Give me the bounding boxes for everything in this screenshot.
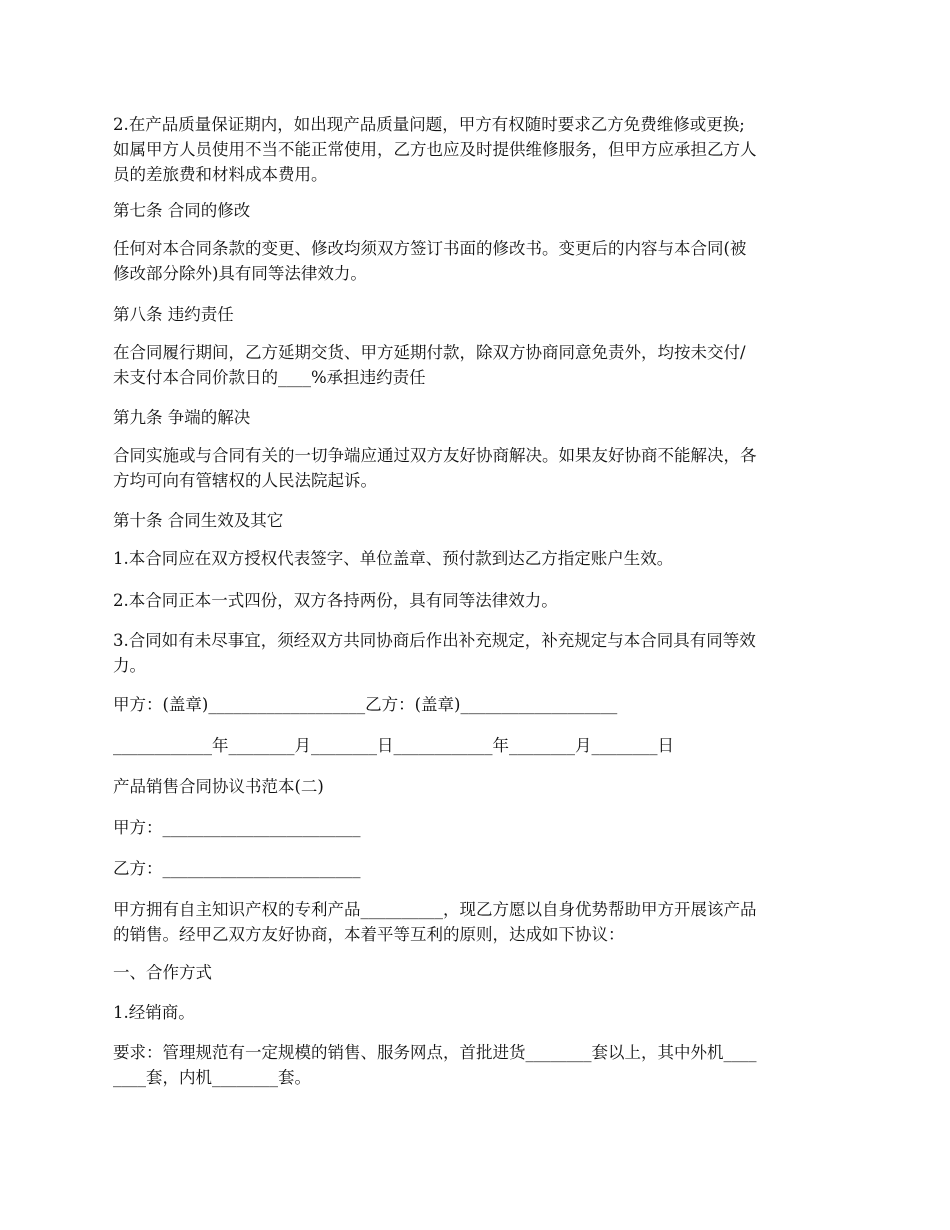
article-8-paragraph [113, 340, 843, 390]
text-line: 乙方：________________________ [113, 859, 361, 878]
text-line: 未支付本合同价款日的____%承担违约责任 [113, 368, 426, 387]
text-line: 如属甲方人员使用不当不能正常使用，乙方也应及时提供维修服务，但甲方应承担乙方人 [113, 140, 757, 159]
heading-text: 第八条 违约责任 [113, 305, 234, 324]
text-line: 3.合同如有未尽事宜，须经双方共同协商后作出补充规定，补充规定与本合同具有同等效 [113, 631, 756, 650]
preamble-paragraph [113, 897, 843, 947]
section-1-heading [113, 960, 843, 985]
article-10-item-1 [113, 546, 843, 571]
article-9-heading [113, 405, 843, 430]
text-line: 在合同履行期间，乙方延期交货、甲方延期付款，除双方协商同意免责外，均按未交付/ [113, 343, 746, 362]
text-line: 1.本合同应在双方授权代表签字、单位盖章、预付款到达乙方指定账户生效。 [113, 549, 674, 568]
signature-line [113, 692, 843, 717]
article-10-item-2 [113, 588, 843, 613]
article-10-item-3 [113, 628, 843, 678]
party-b-line [113, 856, 843, 881]
party-a-line [113, 815, 843, 840]
requirements-paragraph [113, 1040, 843, 1090]
text-line: 1.经销商。 [113, 1003, 195, 1022]
heading-text: 产品销售合同协议书范本(二) [113, 777, 324, 796]
article-8-heading [113, 302, 843, 327]
heading-text: 第九条 争端的解决 [113, 408, 251, 427]
article-7-heading [113, 198, 843, 223]
heading-text: 第十条 合同生效及其它 [113, 511, 284, 530]
heading-text: 第七条 合同的修改 [113, 201, 251, 220]
text-line: 任何对本合同条款的变更、修改均须双方签订书面的修改书。变更后的内容与本合同(被 [113, 239, 747, 258]
text-line: 的销售。经甲乙双方友好协商，本着平等互利的原则，达成如下协议： [113, 925, 625, 944]
heading-text: 一、合作方式 [113, 963, 212, 982]
text-line: 修改部分除外)具有同等法律效力。 [113, 264, 367, 283]
text-line: 员的差旅费和材料成本费用。 [113, 165, 328, 184]
text-line: 力。 [113, 656, 146, 675]
sample-2-title [113, 774, 843, 799]
text-line: 2.在产品质量保证期内，如出现产品质量问题，甲方有权随时要求乙方免费维修或更换; [113, 115, 745, 134]
text-line: 方均可向有管辖权的人民法院起诉。 [113, 471, 377, 490]
text-line: 合同实施或与合同有关的一切争端应通过双方友好协商解决。如果友好协商不能解决，各 [113, 446, 757, 465]
text-line: 甲方拥有自主知识产权的专利产品__________，现乙方愿以自身优势帮助甲方开展该产品 [113, 900, 757, 919]
article-10-heading [113, 508, 843, 533]
section-1-item-1 [113, 1000, 843, 1025]
text-line: 2.本合同正本一式四份，双方各持两份，具有同等法律效力。 [113, 591, 558, 610]
text-line: ____套，内机________套。 [113, 1068, 311, 1087]
article-7-paragraph [113, 236, 843, 286]
clause-6-item-2-paragraph [113, 112, 843, 187]
text-line: 甲方：(盖章)___________________乙方：(盖章)___________________ [113, 695, 618, 714]
text-line: ____________年________月________日____________年________月________日 [113, 736, 674, 755]
article-9-paragraph [113, 443, 843, 493]
date-line [113, 733, 843, 758]
text-line: 要求：管理规范有一定规模的销售、服务网点，首批进货________套以上，其中外机____ [113, 1043, 757, 1062]
text-line: 甲方：________________________ [113, 818, 361, 837]
